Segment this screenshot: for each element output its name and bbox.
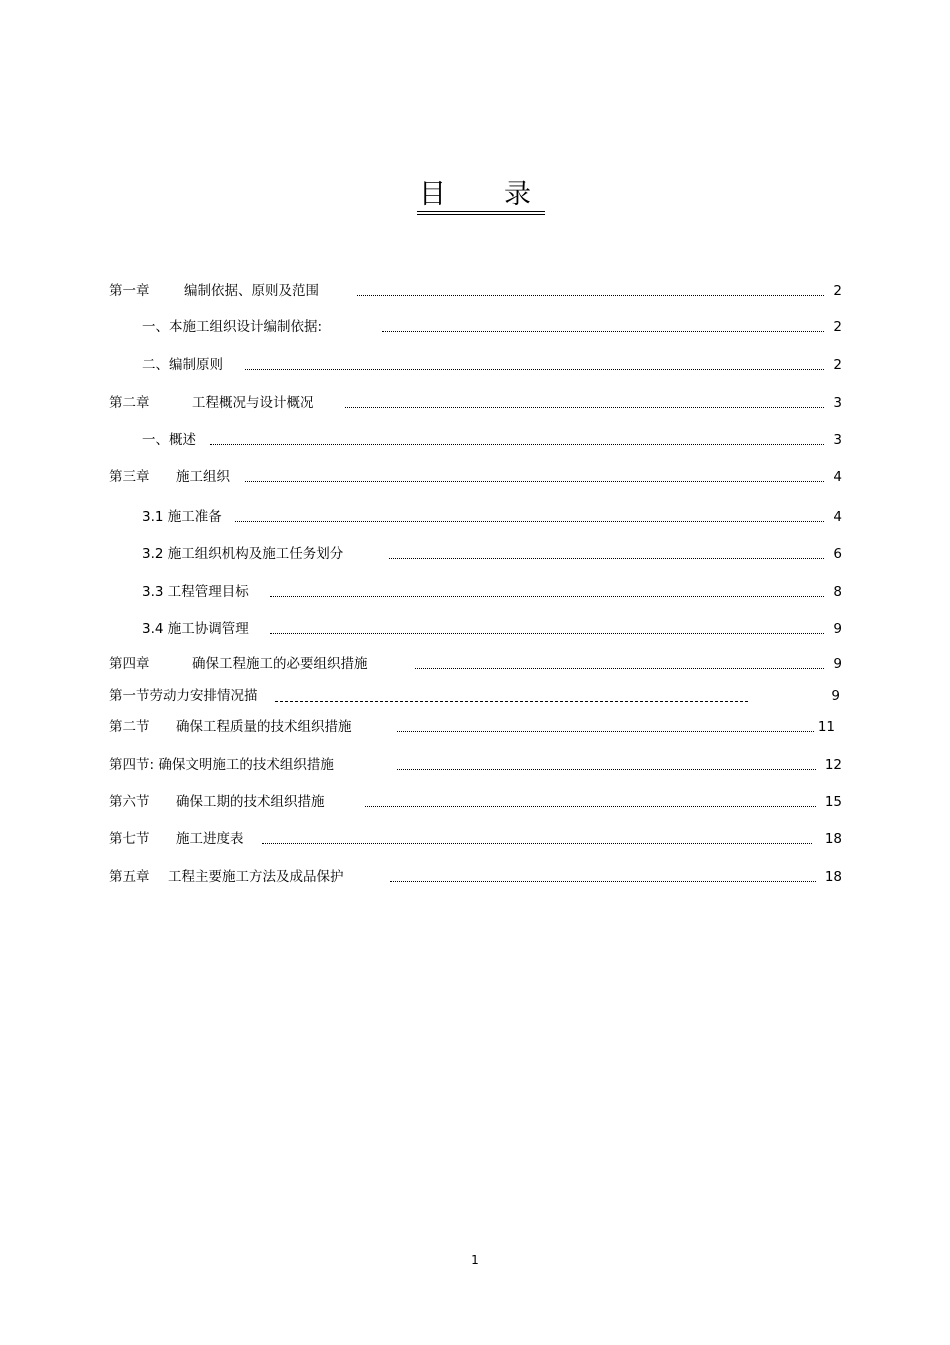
- toc-entry-title: 确保工程质量的技术组织措施: [176, 719, 352, 735]
- toc-heading: [417, 178, 545, 216]
- toc-entry[interactable]: [109, 686, 840, 706]
- heading-char-1: 目: [419, 179, 446, 210]
- toc-entry-page: 18: [824, 869, 842, 885]
- toc-entry-title: 确保工期的技术组织措施: [176, 794, 325, 810]
- dot-leader: [262, 843, 812, 844]
- toc-entry-prefix: 第五章: [109, 869, 150, 885]
- dot-leader: [382, 331, 824, 332]
- toc-entry[interactable]: [142, 582, 842, 602]
- toc-entry-page: 12: [824, 757, 842, 773]
- toc-entry[interactable]: [109, 467, 842, 487]
- heading-char-2: 录: [504, 179, 531, 210]
- toc-entry-title: 第四节: 确保文明施工的技术组织措施: [109, 757, 334, 773]
- toc-entry-page: 8: [833, 584, 842, 600]
- toc-entry-page: 18: [824, 831, 842, 847]
- dot-leader: [270, 633, 824, 634]
- toc-entry[interactable]: [109, 281, 842, 301]
- dot-leader: [397, 731, 814, 732]
- toc-entry-title: 工程主要施工方法及成品保护: [168, 869, 344, 885]
- dot-leader: [365, 806, 816, 807]
- toc-entry-page: 6: [833, 546, 842, 562]
- toc-entry-title: 一、概述: [142, 432, 196, 448]
- toc-entry-page: 9: [833, 621, 842, 637]
- toc-entry-page: 3: [833, 432, 842, 448]
- heading-underline: [417, 211, 545, 212]
- toc-entry-title: 一、本施工组织设计编制依据:: [142, 319, 323, 335]
- toc-entry-prefix: 第二节: [109, 719, 150, 735]
- dot-leader: [245, 481, 824, 482]
- dot-leader: [397, 769, 816, 770]
- toc-entry-prefix: 第一章: [109, 283, 150, 299]
- toc-entry-page: 2: [833, 357, 842, 373]
- toc-entry-prefix: 第七节: [109, 831, 150, 847]
- page-number: 1: [471, 1253, 479, 1267]
- toc-entry-page: 9: [831, 688, 840, 704]
- toc-entry-page: 11: [817, 719, 835, 735]
- toc-entry-title: 确保工程施工的必要组织措施: [192, 656, 368, 672]
- dot-leader: [235, 521, 824, 522]
- toc-entry-page: 4: [833, 469, 842, 485]
- toc-entry[interactable]: [109, 654, 842, 674]
- toc-entry-title: 3.2 施工组织机构及施工任务划分: [142, 546, 344, 562]
- toc-entry-title: 3.4 施工协调管理: [142, 621, 249, 637]
- dot-leader: [210, 444, 824, 445]
- toc-entry[interactable]: [109, 393, 842, 413]
- dot-leader: [389, 558, 824, 559]
- toc-entry-title: 第一节劳动力安排情况描: [109, 688, 258, 704]
- toc-entry[interactable]: [142, 544, 842, 564]
- toc-entry-title: 施工组织: [176, 469, 230, 485]
- toc-entry-page: 15: [824, 794, 842, 810]
- toc-entry-title: 3.3 工程管理目标: [142, 584, 249, 600]
- dot-leader: [270, 596, 824, 597]
- toc-entry[interactable]: [109, 829, 842, 849]
- toc-entry-prefix: 第三章: [109, 469, 150, 485]
- dot-leader: [245, 369, 824, 370]
- toc-entry-page: 2: [833, 319, 842, 335]
- toc-entry-prefix: 第六节: [109, 794, 150, 810]
- toc-entry[interactable]: [109, 792, 842, 812]
- toc-entry-prefix: 第四章: [109, 656, 150, 672]
- dot-leader: [357, 295, 824, 296]
- toc-entry-title: 工程概况与设计概况: [192, 395, 314, 411]
- toc-entry-title: 施工进度表: [176, 831, 244, 847]
- toc-entry[interactable]: [142, 355, 842, 375]
- dot-leader: [345, 407, 824, 408]
- toc-entry-page: 2: [833, 283, 842, 299]
- dash-leader: [275, 701, 748, 702]
- heading-underline-double: [417, 214, 545, 215]
- toc-entry-page: 3: [833, 395, 842, 411]
- toc-entry[interactable]: [109, 717, 835, 737]
- toc-entry-page: 9: [833, 656, 842, 672]
- toc-entry-prefix: 第二章: [109, 395, 150, 411]
- toc-entry[interactable]: [142, 619, 842, 639]
- toc-entry[interactable]: [142, 507, 842, 527]
- toc-entry[interactable]: [109, 867, 842, 887]
- toc-entry-title: 编制依据、原则及范围: [184, 283, 319, 299]
- toc-entry[interactable]: [142, 430, 842, 450]
- dot-leader: [415, 668, 824, 669]
- toc-entry-title: 二、编制原则: [142, 357, 223, 373]
- toc-entry-page: 4: [833, 509, 842, 525]
- toc-entry[interactable]: [109, 755, 842, 775]
- toc-entry-title: 3.1 施工准备: [142, 509, 222, 525]
- toc-entry[interactable]: [142, 317, 842, 337]
- dot-leader: [390, 881, 816, 882]
